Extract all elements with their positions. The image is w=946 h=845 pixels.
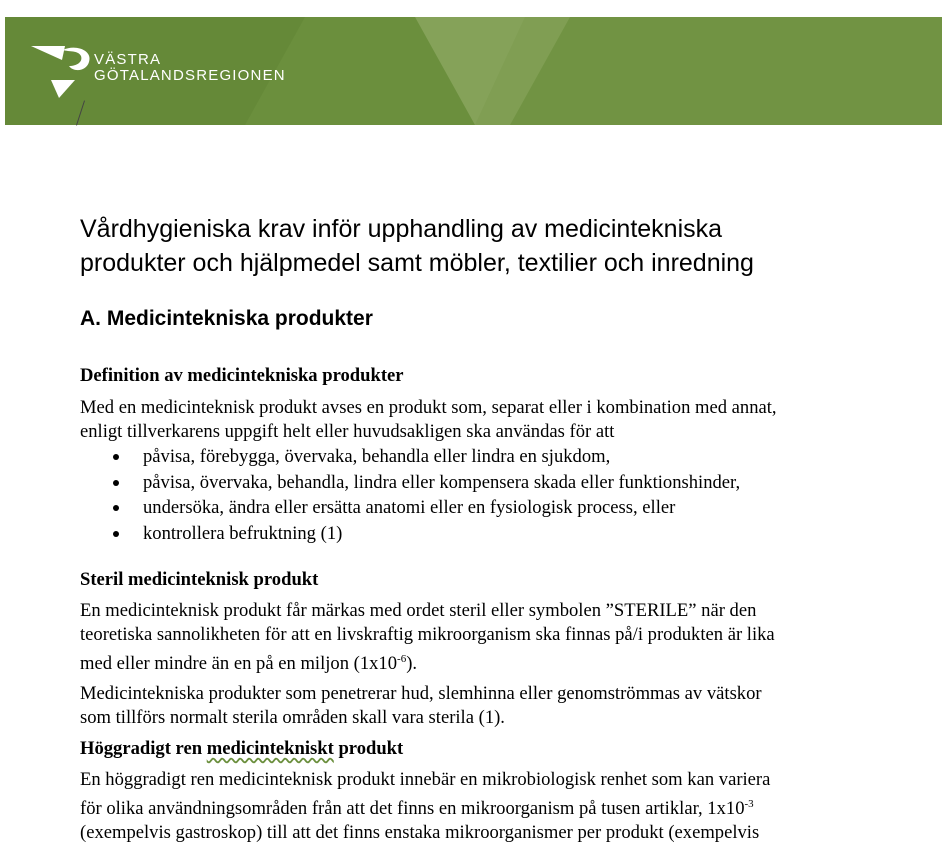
definition-heading: Definition av medicintekniska produkter [80, 365, 404, 386]
steril-p2-line-1: Medicintekniska produkter som penetrerar hud, slemhinna eller genomströmmas av vätskor [80, 683, 762, 705]
list-item: påvisa, övervaka, behandla, lindra eller kompensera skada eller funktionshinder, [80, 470, 880, 496]
hoggradigt-heading [80, 737, 880, 761]
section-heading-a: A. Medicintekniska produkter [80, 307, 373, 330]
document-title [80, 212, 880, 280]
steril-paragraph-1 [80, 599, 880, 676]
hoggradigt-heading-a: Höggradigt ren [80, 738, 207, 760]
hoggradigt-paragraph [80, 768, 880, 845]
steril-heading: Steril medicinteknisk produkt [80, 569, 319, 590]
brand-line-1: VÄSTRA [94, 51, 162, 68]
brand-name [94, 52, 286, 84]
hoggradigt-heading-c: produkt [333, 738, 404, 760]
list-item: påvisa, förebygga, övervaka, behandla eller lindra en sjukdom, [80, 444, 880, 470]
title-line-2: produkter och hjälpmedel samt möbler, textilier och inredning [80, 249, 754, 277]
list-item: undersöka, ändra eller ersätta anatomi eller en fysiologisk process, eller [80, 495, 880, 521]
list-item: kontrollera befruktning (1) [80, 521, 880, 547]
steril-paragraph-2 [80, 682, 880, 730]
spellcheck-word: medicintekniskt [206, 738, 334, 760]
definition-intro-line-2: enligt tillverkarens uppgift helt eller huvudsakligen ska användas för att [80, 421, 615, 442]
brand-line-2: GÖTALANDSREGIONEN [94, 67, 286, 84]
hoggradigt-line-1: En höggradigt ren medicinteknisk produkt innebär en mikrobiologisk renhet som kan variera [80, 769, 771, 791]
steril-p1-line-1: En medicinteknisk produkt får märkas med ordet steril eller symbolen ”STERILE” när den [80, 600, 757, 621]
document-body [80, 364, 880, 845]
vgr-logo-icon [31, 44, 93, 98]
definition-intro [80, 396, 880, 444]
definition-intro-line-1: Med en medicinteknisk produkt avses en produkt som, separat eller i kombination med annat, [80, 397, 777, 418]
steril-p2-line-2: som tillförs normalt sterila områden skall vara sterila (1). [80, 707, 505, 729]
steril-p1-line-2: teoretiska sannolikheten för att en livskraftig mikroorganism ska finnas på/i produkten är lika [80, 624, 775, 645]
exponent: -6 [397, 653, 407, 665]
header-banner [5, 17, 942, 125]
hoggradigt-line-2: för olika användningsområden från att det finns en mikroorganism på tusen artiklar, 1x10 [80, 798, 745, 820]
steril-p1-line-3-end: ). [406, 653, 418, 675]
definition-list [80, 444, 880, 546]
hoggradigt-line-3: (exempelvis gastroskop) till att det finns enstaka mikroorganismer per produkt (exempelvis [80, 822, 760, 844]
title-line-1: Vårdhygieniska krav inför upphandling av medicintekniska [80, 215, 723, 243]
exponent: -3 [744, 798, 754, 811]
steril-p1-line-3: med eller mindre än en på en miljon (1x10 [80, 653, 398, 675]
